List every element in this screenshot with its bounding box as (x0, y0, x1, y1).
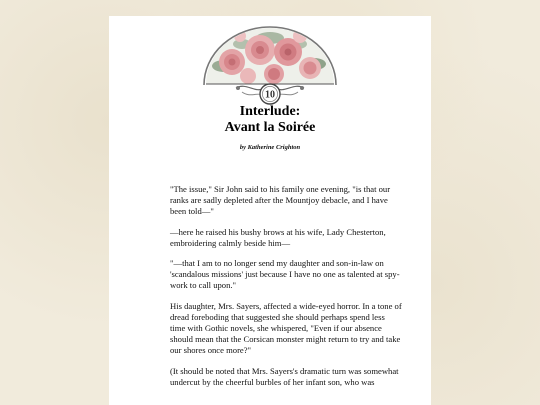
paragraph: "—that I am to no longer send my daughter and son-in-law on 'scandalous missions' just because I have no one as talented at spy-work to call upon." (170, 258, 400, 291)
paragraph: His daughter, Mrs. Sayers, affected a wide-eyed horror. In a tone of dread foreboding that suggested she should perhaps spend less time with Gothic novels, she whispered, "Even if our absence should mean that the Corsican monster might return to try and take our shores once more?" (170, 300, 402, 356)
emblem-number: 10 (265, 89, 275, 101)
page-title (109, 104, 431, 136)
byline: by Katherine Crighton (239, 144, 301, 151)
paragraph: (It should be noted that Mrs. Sayers's dramatic turn was somewhat undercut by the cheerful burbles of her infant son, who was (170, 365, 399, 387)
paragraph: —here he raised his bushy brows at his wife, Lady Chesterton, embroidering calmly beside him— (170, 226, 386, 248)
paragraph: "The issue," Sir John said to his family one evening, "is that our ranks are sadly depleted after the Mountjoy debacle, and I have been told—" (170, 184, 391, 217)
title-line-2: Avant la Soirée (224, 120, 316, 135)
story-text (170, 184, 402, 397)
rose-fan-emblem-icon (202, 22, 338, 112)
title-line-1: Interlude: (239, 104, 301, 119)
story-page (109, 16, 431, 405)
